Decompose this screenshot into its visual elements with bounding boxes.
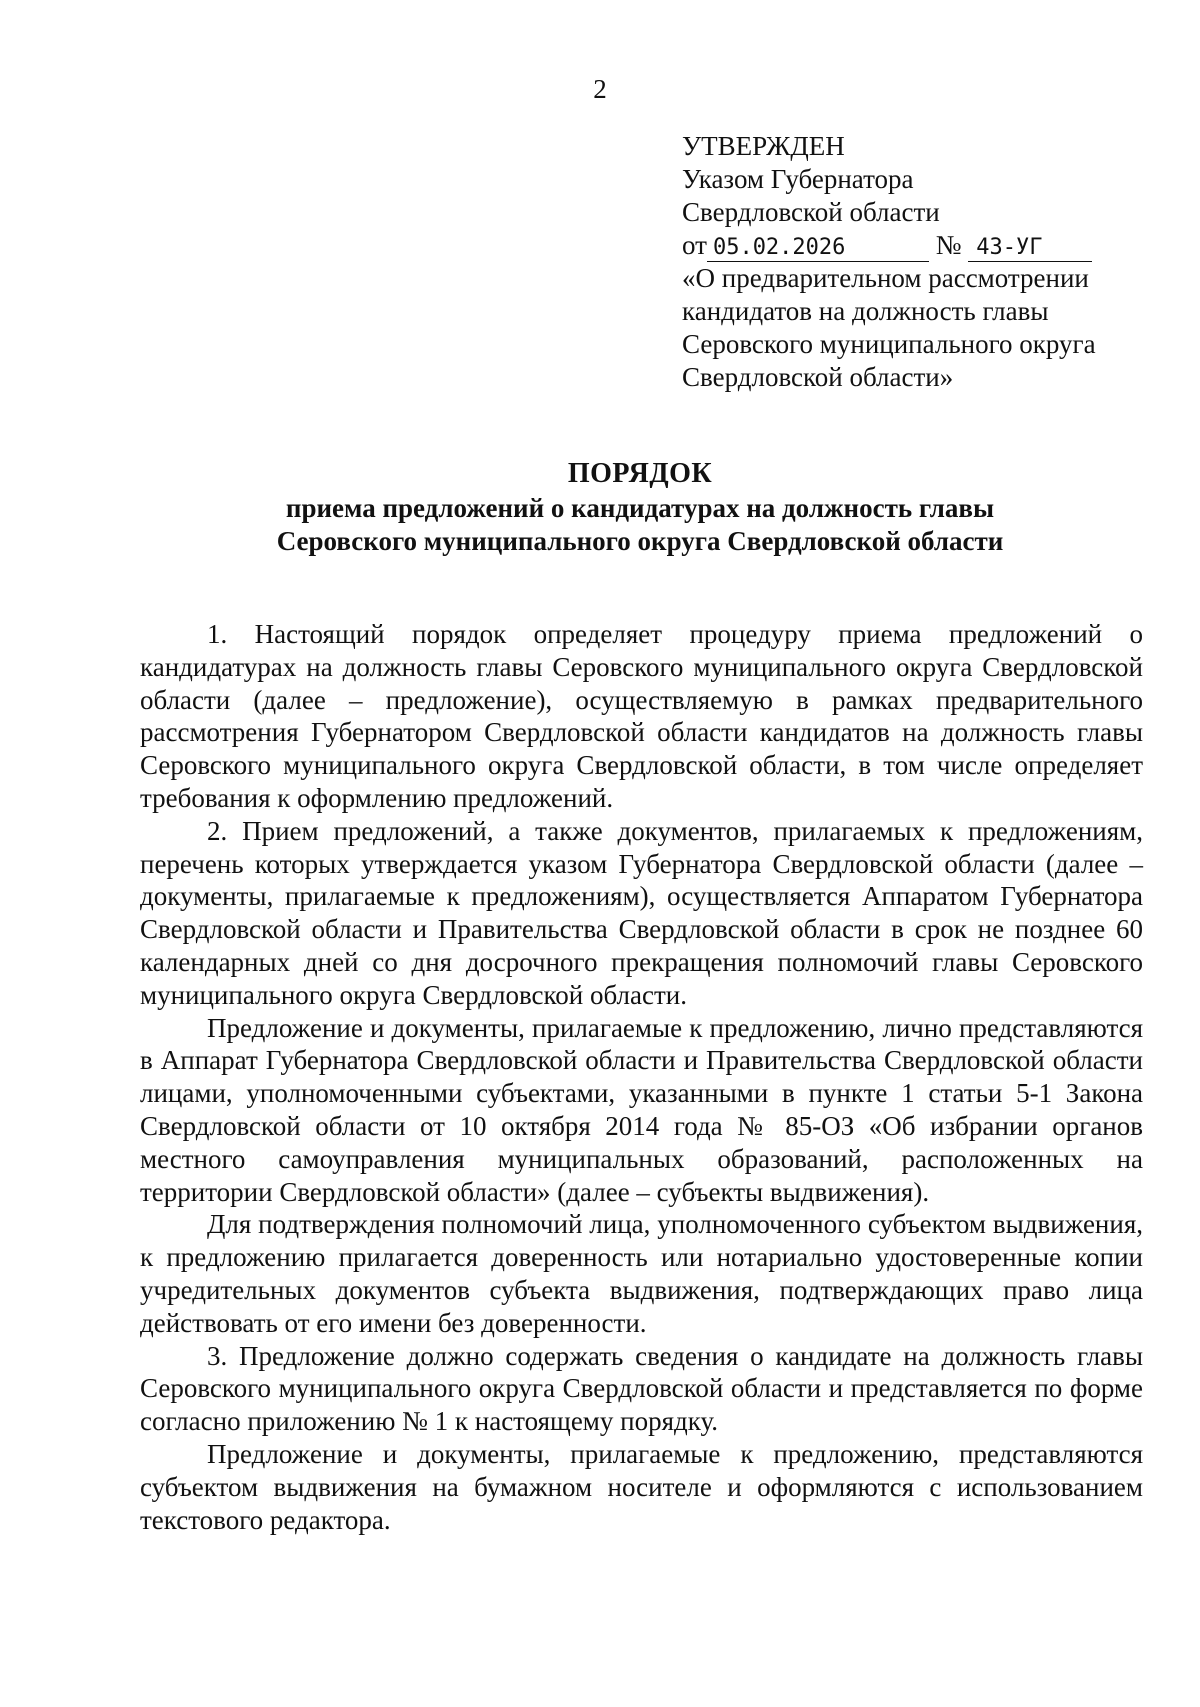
- paragraph-4: Для подтверждения полномочий лица, уполномоченного субъектом выдвижения, к предложению прилагается доверенность или нотариально удостоверенные копии учредительных документов субъекта выдвижения, подтверждающих право лица действовать от его имени без доверенности.: [140, 1209, 1143, 1338]
- document-title: ПОРЯДОК: [567, 458, 713, 489]
- document-subtitle-line-1: приема предложений о кандидатурах на должность главы: [285, 493, 995, 523]
- number-prefix: №: [935, 230, 962, 260]
- document-body: [140, 618, 1143, 1536]
- paragraph-5: 3. Предложение должно содержать сведения о кандидате на должность главы Серовского муниципального округа Свердловской области и представляется по форме согласно приложению № 1 к настоящему порядку.: [140, 1340, 1143, 1437]
- date-prefix: от: [682, 230, 707, 260]
- paragraph-2: 2. Прием предложений, а также документов, прилагаемых к предложениям, перечень которых утверждается указом Губернатора Свердловской области (далее – документы, прилагаемые к предложениям), осуществляется Аппаратом Губернатора Свердловской области и Правительства Свердловской области в срок не позднее 60 календарных дней со дня досрочного прекращения полномочий главы Серовского муниципального округа Свердловской области.: [140, 815, 1143, 1010]
- approval-status: УТВЕРЖДЕН: [682, 131, 845, 161]
- approval-block: [682, 130, 1152, 394]
- document-heading: [140, 456, 1140, 558]
- decree-subject: «О предварительном рассмотрении кандидатов на должность главы Серовского муниципального округа Свердловской области»: [682, 263, 1096, 392]
- paragraph-3: Предложение и документы, прилагаемые к предложению, лично представляются в Аппарат Губернатора Свердловской области и Правительства Свердловской области лицами, уполномоченными субъектами, указанными в пункте 1 статьи 5-1 Закона Свердловской области от 10 октября 2014 года № 85-ОЗ «Об избрании органов местного самоуправления муниципальных образований, расположенных на территории Свердловской области» (далее – субъекты выдвижения).: [140, 1012, 1143, 1207]
- page-number: 2: [593, 74, 607, 104]
- paragraph-1: 1. Настоящий порядок определяет процедуру приема предложений о кандидатурах на должность главы Серовского муниципального округа Свердловской области (далее – предложение), осуществляемую в рамках предварительного рассмотрения Губернатором Свердловской области кандидатов на должность главы Серовского муниципального округа Свердловской области, в том числе определяет требования к оформлению предложений.: [140, 619, 1143, 813]
- decree-date: 05.02.2026: [707, 235, 929, 262]
- decree-number: 43-УГ: [968, 235, 1092, 262]
- approval-by-line: Указом Губернатора: [682, 164, 914, 194]
- approval-region-line: Свердловской области: [682, 197, 940, 227]
- paragraph-6: Предложение и документы, прилагаемые к предложению, представляются субъектом выдвижения на бумажном носителе и оформляются с использованием текстового редактора.: [140, 1438, 1143, 1535]
- document-subtitle-line-2: Серовского муниципального округа Свердловской области: [276, 526, 1004, 556]
- registration-line: [682, 229, 1152, 262]
